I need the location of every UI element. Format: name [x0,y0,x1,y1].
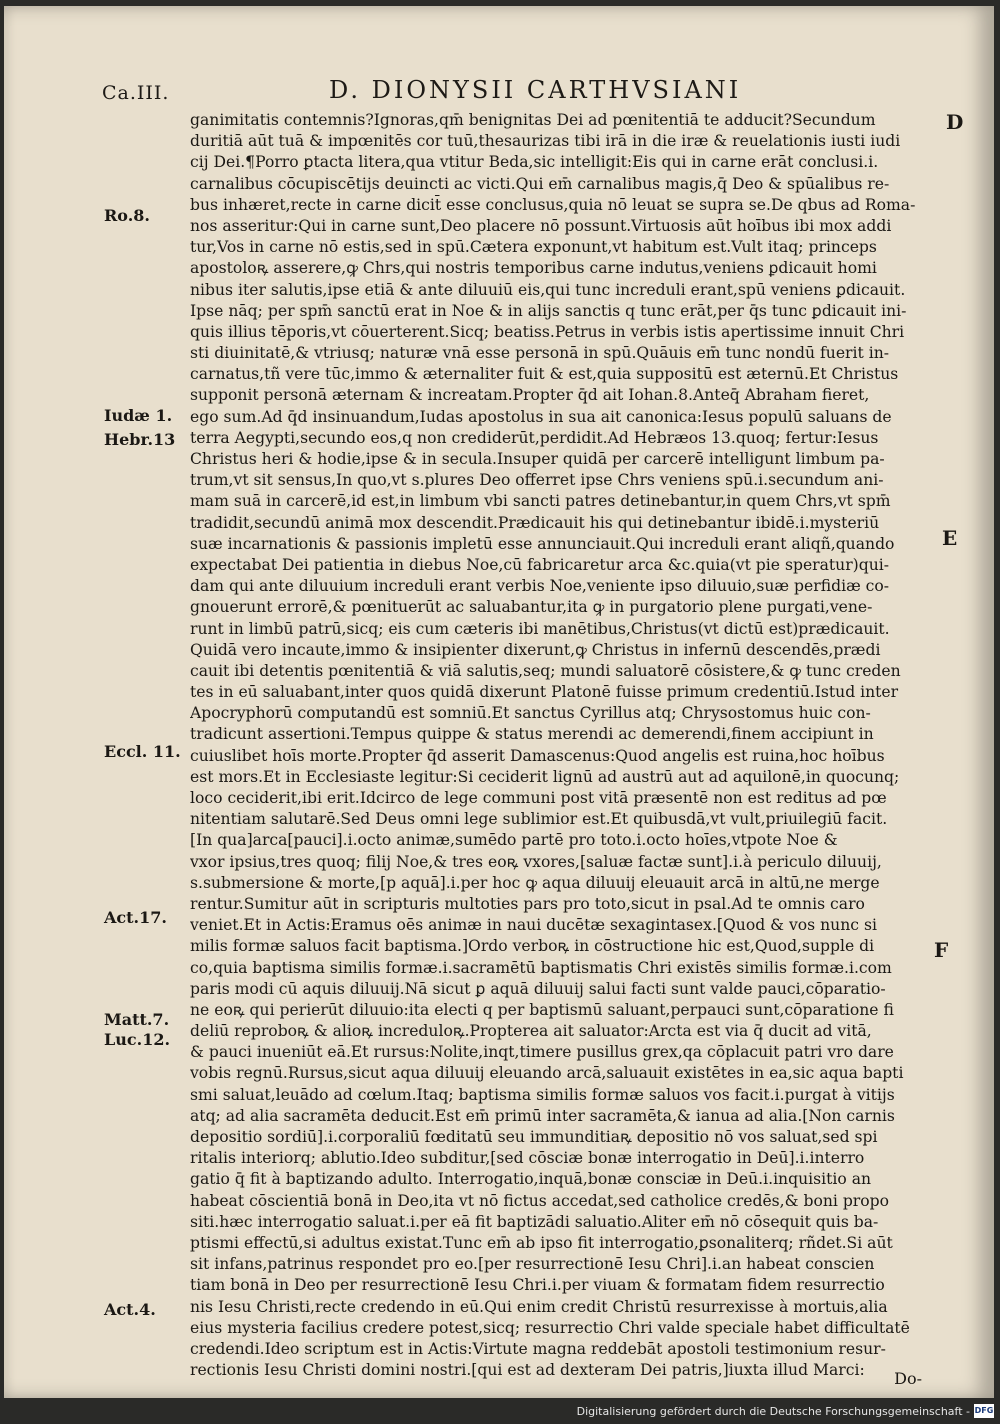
text-line: s.submersione & morte,[p aquā].i.per hoc ꝙ aqua diluuij eleuauit arcā in altū,ne merge [190,873,880,892]
text-line: expectabat Dei patientia in diebus Noe,cū fabricaretur arca &c.quia(vt pie speratur)qui- [190,555,890,574]
text-line: rectionis Iesu Christi domini nostri.[qui est ad dexteram Dei patris,]iuxta illud Marci: [190,1361,865,1380]
margin-ref-hebr13: Hebr.13 [104,430,176,449]
text-line: duritiā aūt tuā & impœnitēs cor tuū,thesaurizas tibi irā in die iræ & reuelationis iusti iudi [190,132,901,151]
text-line: carnatus,tñ vere tūc,immo & æternaliter fuit & est,quia suppositū est æternū.Et Christus [190,365,899,384]
text-line: depositio sordiū].i.corporaliū fœditatū seu immunditiaꝶ depositio nō vos saluat,sed spi [190,1128,878,1146]
text-line: tur,Vos in carne nō estis,sed in spū.Cætera exponunt,vt habitum est.Vult itaq; princeps [190,238,877,257]
text-line: gatio q̄ fit à baptizando adulto. Interrogatio,inquā,bonæ consciæ in Deū.i.inquisitio an [190,1170,872,1189]
text-line: Apocryphorū computandū est somniū.Et sanctus Cyrillus atq; Chrysostomus huic con- [190,704,871,723]
margin-ref-iudae1: Iudæ 1. [104,406,173,425]
text-line: ego sum.Ad q̄d insinuandum,Iudas apostolus in sua ait canonica:Iesus populū saluans de [190,407,892,426]
text-line: Ipse nāq; per spm̄ sanctū erat in Noe & in alijs sanctis q tunc erāt,per q̄s tunc ꝑdicauit ini- [190,301,907,320]
text-line: cuiuslibet hoīs morte.Propter q̄d asserit Damascenus:Quod angelis est ruina,hoc hoībus [190,746,885,765]
text-line: bus inhæret,recte in carne dicit̄ esse conclusus,quia nō leuat se supra se.De qbus ad Roma- [190,195,916,214]
text-line: supponit personā æternam & increatam.Propter q̄d ait Iohan.8.Anteq̄ Abraham fieret, [190,386,870,405]
text-line: sti diuinitatē,& vtriusq; naturæ vnā esse personā in spū.Quāuis em̄ tunc nondū fuerit in- [190,344,890,363]
running-title: D. DIONYSII CARTHVSIANI [329,76,742,104]
text-line: cij Dei.¶Porro ꝑtacta litera,qua vtitur Beda,sic intelligit:Eis qui in carne erāt conclusi.i. [190,153,879,172]
text-line: est mors.Et in Ecclesiaste legitur:Si ceciderit lignū ad austrū aut ad aquilonē,in quocunq; [190,767,900,786]
text-line: veniet.Et in Actis:Eramus oēs animæ in naui ducētæ sexagintasex.[Quod & vos nunc si [190,916,877,935]
margin-ref-eccl11: Eccl. 11. [104,742,181,761]
text-line: terra Aegypti,secundo eos,q non crediderūt,perdidit.Ad Hebræos 13.quoq; fertur:Iesus [190,428,879,447]
footer-bar [0,1400,1000,1424]
margin-ref-act4: Act.4. [104,1300,156,1319]
margin-ref-matt7: Matt.7. [104,1010,170,1029]
text-line: eius mysteria facilius credere potest,sicq; resurrectio Chri valde speciale habet difficultatē [190,1318,910,1337]
catchword: Do- [894,1369,922,1388]
book-page [4,6,994,1398]
text-line: milis formæ saluos facit baptisma.]Ordo verboꝶ in cōstructione hic est,Quod,supple di [190,937,875,956]
text-line: ritalis interiorq; ablutio.Ideo subditur,[sed cōsciæ bonæ interrogatio in Deū].i.interro [190,1149,865,1168]
text-line: nos asseritur:Qui in carne sunt,Deo placere nō possunt.Virtuosis aūt hoībus ibi mox addi [190,216,892,235]
text-line: tes in eū saluabant,inter quos quidā dixerunt Platonē fuisse primum credentiū.Istud inter [190,683,899,702]
text-line: Quidā vero incaute,immo & insipienter dixerunt,ꝙ Christus in infernū descendēs,prædi [190,640,881,659]
dfg-logo-icon: DFG [974,1404,994,1418]
text-line: vobis regnū.Rursus,sicut aqua diluuij eleuando arcā,saluauit existētes in ea,sic aqua bapti [190,1064,904,1083]
text-line: quis illius tēporis,vt cōuerterent.Sicq; beatiss.Petrus in verbis istis apertissime innuit Chri [190,322,905,341]
text-line: mam suā in carcerē,id est,in limbum vbi sancti patres detinebantur,in quem Chrs,vt spm̄ [190,492,891,511]
text-line: nis Iesu Christi,recte credendo in eū.Qui enim credit Christū resurrexisse à mortuis,alia [190,1297,888,1316]
footer-credit: Digitalisierung gefördert durch die Deutsche Forschungsgemeinschaft - [576,1405,970,1418]
text-line: rentur.Sumitur aūt in scripturis multoties pars pro toto,sicut in psal.Ad te omnis caro [190,894,865,913]
text-line: atq; ad alia sacramēta deducit.Est em̄ primū inter sacramēta,& ianua ad alia.[Non carnis [190,1106,895,1125]
text-line: tiam bonā in Deo per resurrectionē Iesu Chri.i.per viuam & formatam fidem resurrectio [190,1276,885,1295]
margin-ref-ro8: Ro.8. [104,206,150,225]
text-line: sit infans,patrinus respondet pro eo.[per resurrectionē Iesu Chri].i.an habeat conscien [190,1255,875,1274]
text-line: apostoloꝶ asserere,ꝙ Chrs,qui nostris temporibus carne indutus,veniens ꝑdicauit homi [190,259,877,278]
text-line: carnalibus cōcupiscētijs deuincti ac victi.Qui em̄ carnalibus magis,q̄ Deo & spūalibus re- [190,174,890,193]
text-line: cauit ibi detentis pœnitentiā & viā salutis,seq; mundi saluatorē cōsistere,& ꝙ tunc creden [190,661,901,680]
section-letter-d: D [946,110,964,134]
chapter-label: Ca.III. [102,82,170,104]
text-line: [In qua]arca[pauci].i.octo animæ,sumēdo partē pro toto.i.octo hoīes,vtpote Noe & [190,831,838,850]
text-line: tradicunt assertioni.Tempus quippe & status merendi ac demerendi,finem accipiunt in [190,725,874,744]
text-line: ne eoꝶ qui perierūt diluuio:ita electi q per baptismū saluant,perpauci sunt,cōparatione fi [190,1000,894,1019]
text-line: deliū reproboꝶ & alioꝶ increduloꝶ.Propterea ait saluator:Arcta est via q̄ ducit ad vitā, [190,1022,872,1041]
text-line: co,quia baptisma similis formæ.i.sacramētū baptismatis Chri existēs similis formæ.i.com [190,958,892,977]
body-text [190,110,932,1381]
text-line: nibus iter salutis,ipse etiā & ante diluuiū eis,qui tunc increduli erant,spū veniens ꝑdicauit. [190,280,906,299]
text-line: siti.hæc interrogatio saluat.i.per eā fit baptizādi saluatio.Aliter em̄ nō cōsequit quis ba- [190,1212,879,1231]
text-line: runt in limbū patrū,sicq; eis cum cæteris ibi manētibus,Christus(vt dictū est)prædicauit. [190,619,890,638]
text-line: paris modi cū aquis diluuij.Nā sicut ꝑ aquā diluuij salui facti sunt valde pauci,cōparatio- [190,979,886,998]
text-line: vxor ipsius,tres quoq; filij Noe,& tres eoꝶ vxores,[saluæ factæ sunt].i.à periculo diluuij, [190,852,882,871]
text-line: dam qui ante diluuium increduli erant verbis Noe,veniente ipso diluuio,suæ perfidiæ co- [190,577,890,596]
margin-ref-act17: Act.17. [104,908,167,927]
text-line: tradidit,secundū animā mox descendit.Prædicauit his qui detinebantur ibidē.i.mysteriū [190,513,880,532]
margin-ref-luc12: Luc.12. [104,1030,171,1049]
text-line: suæ incarnationis & passionis impletū esse annunciauit.Qui increduli erant aliqñ,quando [190,534,895,553]
text-line: trum,vt sit sensus,In quo,vt s.plures Deo offerret ipse Chrs veniens spū.i.secundum ani- [190,471,884,490]
text-line: smi saluat,leuādo ad cœlum.Itaq; baptisma similis formæ saluos vos facit.i.purgat à vitijs [190,1085,895,1104]
text-line: ganimitatis contemnis?Ignoras,qm̄ benignitas Dei ad pœnitentiā te adducit?Secundum [190,111,876,129]
text-line: credendi.Ideo scriptum est in Actis:Virtute magna reddebāt apostoli testimonium resur- [190,1339,886,1358]
section-letter-f: F [934,938,949,962]
text-line: & pauci inueniūt eā.Et rursus:Nolite,inqt,timere pusillus grex,qa cōplacuit patri vro dare [190,1043,894,1062]
text-line: habeat cōscientiā bonā in Deo,ita vt nō fictus accedat,sed catholice credēs,& boni propo [190,1191,890,1210]
text-line: Christus heri & hodie,ipse & in secula.Insuper quidā per carcerē intelligunt limbum pa- [190,450,885,468]
text-line: nitentiam salutarē.Sed Deus omni lege sublimior est.Et quibusdā,vt vult,priuilegiū facit. [190,810,888,829]
section-letter-e: E [942,526,958,550]
text-line: ptismi effectū,si adultus existat.Tunc em̄ ab ipso fit interrogatio,ꝑsonaliterq; rñdet.Si aūt [190,1233,893,1252]
text-line: loco ceciderit,ibi erit.Idcirco de lege communi post vitā præsentē non est reditus ad pœ [190,789,887,807]
text-line: gnouerunt errorē,& pœnituerūt ac saluabantur,ita ꝙ in purgatorio plene purgati,vene- [190,598,873,617]
